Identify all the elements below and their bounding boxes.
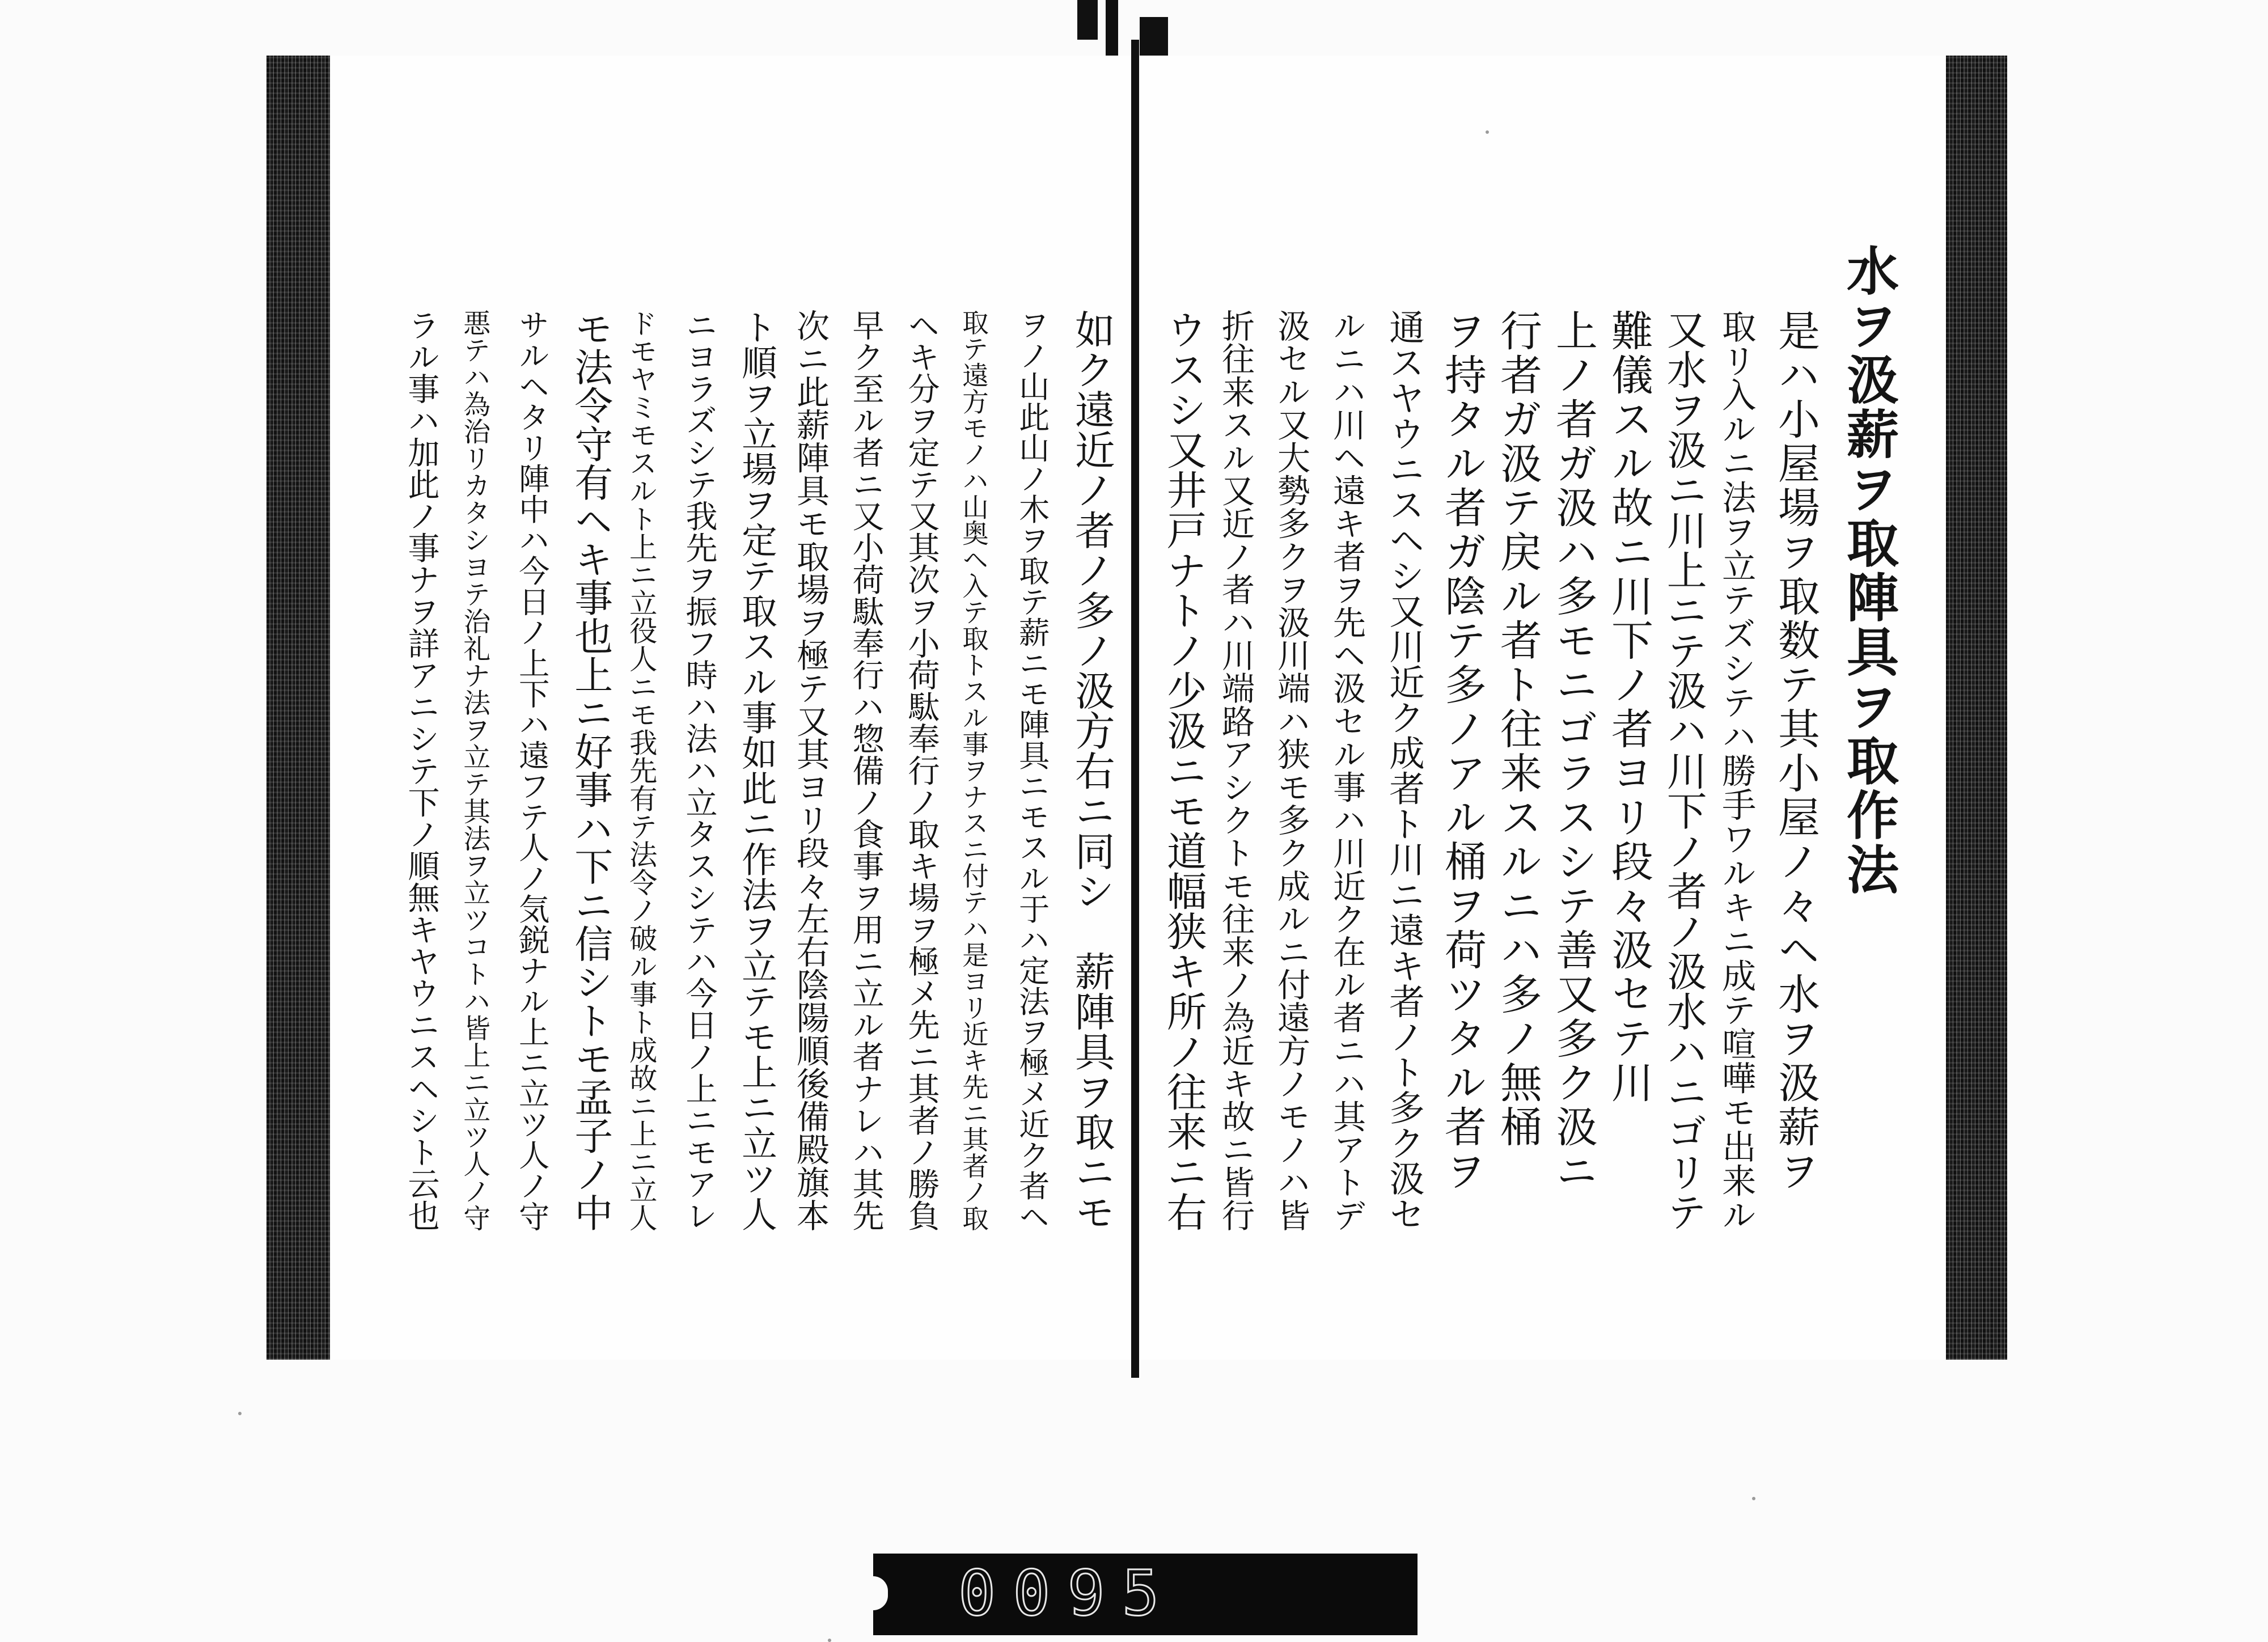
binding-mark — [1106, 0, 1118, 62]
text-column: 取リ入ルニ法ヲ立テズシテハ勝手ワルキニ成テ喧嘩モ出来ル — [1716, 309, 1757, 1232]
text-column: 汲セル又大勢多クヲ汲川端ハ狭モ多ク成ルニ付遠方ノモノハ皆 — [1272, 309, 1311, 1232]
text-column: 折往来スル又近ノ者ハ川端路アシクトモ往来ノ為近キ故ニ皆行 — [1216, 309, 1255, 1232]
text-column: 是ハ小屋場ヲ取数テ其小屋ノ々ヘ水ヲ汲薪ヲ — [1771, 309, 1820, 1194]
plate-notch — [873, 1576, 888, 1610]
speck — [1752, 1497, 1755, 1500]
text-column: ヲノ山此山ノ木ヲ取テ薪ニモ陣具ニモスル于ハ定法ヲ極メ近ク者ヘ — [1014, 309, 1050, 1232]
text-column: ドモヤミモスルト上ニ立役人ニモ我先有テ法令ノ破ル事ト成故ニ上ニ立人 — [625, 309, 658, 1232]
text-column: ト順ヲ立場ヲ定テ取スル事如此ニ作法ヲ立テモ上ニ立ツ人 — [735, 309, 777, 1232]
book-gutter — [1131, 40, 1139, 1378]
binding-mark — [1077, 0, 1098, 40]
section-title: 水ヲ汲薪ヲ取陣具ヲ取作法 — [1838, 244, 1899, 897]
text-column: 又水ヲ汲ニ川上ニテ汲ハ川下ノ者ノ汲水ハニゴリテ — [1660, 309, 1708, 1232]
speck — [828, 1639, 831, 1642]
page-number: 0095 — [958, 1557, 1177, 1630]
text-column: 早ク至ル者ニ又小荷駄奉行ハ惣備ノ食事ヲ用ニ立ル者ナレハ其先 — [847, 309, 885, 1232]
text-column: ニヨラズシテ我先ヲ振フ時ハ法ハ立タスシテハ今日ノ上ニモアレ — [680, 309, 718, 1232]
speck — [238, 1412, 242, 1415]
text-column: 上ノ者ガ汲ハ多モニゴラスシテ善又多ク汲ニ — [1549, 309, 1598, 1194]
text-column: サルヘタリ陣中ハ今日ノ上下ハ遠フテ人ノ気鋭ナル上ニ立ツ人ノ守 — [514, 309, 550, 1232]
text-column: ルニハ川ヘ遠キ者ヲ先ヘ汲セル事ハ川近ク在ル者ニハ其アトデ — [1327, 309, 1366, 1232]
text-column: 難儀スル故ニ川下ノ者ヨリ段々汲セテ川 — [1605, 309, 1653, 1105]
text-column: ウスシ又井戸ナトノ少汲ニモ道幅狭キ所ノ往来ニ右 — [1160, 309, 1208, 1232]
text-column: ヲ持タル者ガ陰テ多ノアル桶ヲ荷ツタル者ヲ — [1438, 309, 1487, 1194]
text-column: 悪テハ為治リカタシヨテ治礼ナ法ヲ立テ其法ヲ立ツコトハ皆上ニ立ツ人ノ守 — [458, 309, 490, 1232]
page-number-plate — [873, 1554, 1417, 1635]
text-column: 行者ガ汲テ戻ル者ト往来スルニハ多ノ無桶 — [1493, 309, 1542, 1149]
text-column: ラル事ハ加此ノ事ナヲ詳アニシテ下ノ順無キヤウニスヘシト云也 — [403, 309, 440, 1232]
speck — [1486, 130, 1489, 134]
text-column: ヘキ分ヲ定テ又其次ヲ小荷駄奉行ノ取キ場ヲ極メ先ニ其者ノ勝負 — [903, 309, 940, 1232]
text-column: 如ク遠近ノ者ノ多ノ汲方右ニ同シ 薪陣具ヲ取ニモ — [1068, 309, 1116, 1232]
left-fore-edge — [266, 56, 330, 1360]
text-column: モ法令守有ヘキ事也上ニ好事ハ下ニ信シトモ孟子ノ中 — [568, 309, 613, 1232]
text-column: 取テ遠方モノハ山奥ヘ入テ取トスル事ヲナスニ付テハ是ヨリ近キ先ニ其者ノ取 — [958, 309, 989, 1232]
right-fore-edge — [1946, 56, 2007, 1360]
text-column: 通スヤウニスヘシ又川近ク成者ト川ニ遠キ者ノト多ク汲セ — [1383, 309, 1425, 1232]
text-column: 次ニ此薪陣具モ取場ヲ極テ又其ヨリ段々左右陰陽順後備殿旗本 — [791, 309, 830, 1232]
